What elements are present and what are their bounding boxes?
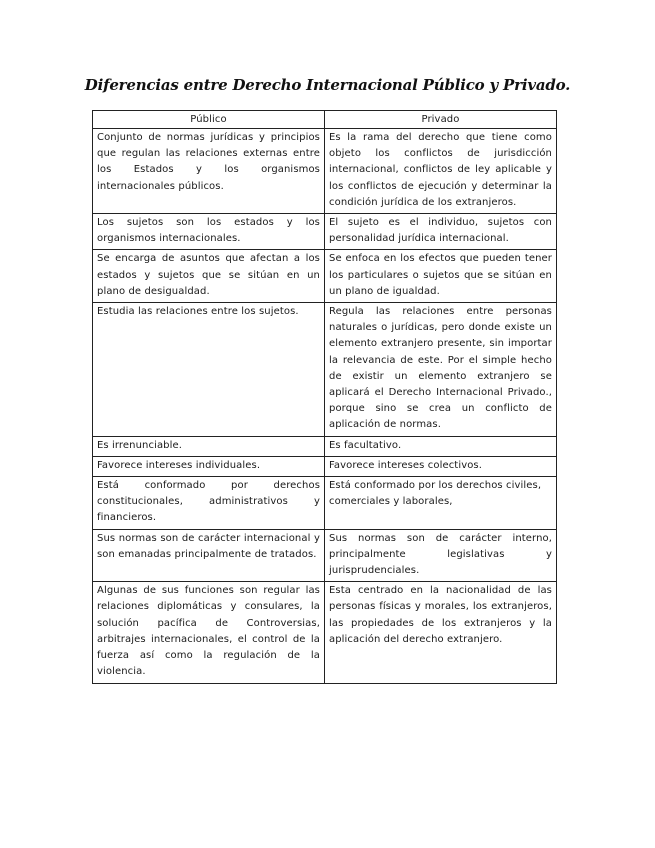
table-row	[93, 582, 557, 683]
cell-privado: Es facultativo.	[325, 436, 557, 456]
cell-publico: Sus normas son de carácter internacional y son emanadas principalmente de tratados.	[93, 529, 325, 582]
cell-privado: Se enfoca en los efectos que pueden tener los particulares o sujetos que se sitúan en un plano de igualdad.	[325, 250, 557, 303]
table-row	[93, 250, 557, 303]
header-publico: Público	[93, 111, 325, 129]
cell-publico: Es irrenunciable.	[93, 436, 325, 456]
cell-privado: Esta centrado en la nacionalidad de las personas físicas y morales, los extranjeros, las propiedades de los extranjeros y la aplicación del derecho extranjero.	[325, 582, 557, 683]
cell-publico: Se encarga de asuntos que afectan a los estados y sujetos que se sitúan en un plano de desigualdad.	[93, 250, 325, 303]
document-title: Diferencias entre Derecho Internacional Público y Privado.	[84, 76, 571, 94]
cell-privado: Regula las relaciones entre personas naturales o jurídicas, pero donde existe un elemento extranjero presente, sin importar la relevancia de este. Por el simple hecho de existir un elemento extranjero se aplicará el Derecho Internacional Privado., porque sino se crea un conflicto de aplicación de normas.	[325, 303, 557, 437]
cell-privado: Es la rama del derecho que tiene como objeto los conflictos de jurisdicción internacional, conflictos de ley aplicable y los conflictos de ejecución y determinar la condición jurídica de los extranjeros.	[325, 129, 557, 214]
cell-publico: Conjunto de normas jurídicas y principios que regulan las relaciones externas entre los Estados y los organismos internacionales públicos.	[93, 129, 325, 214]
table-row	[93, 214, 557, 250]
header-privado: Privado	[325, 111, 557, 129]
cell-privado: Favorece intereses colectivos.	[325, 456, 557, 476]
cell-privado: Sus normas son de carácter interno, principalmente legislativas y jurisprudenciales.	[325, 529, 557, 582]
table-header-row	[93, 111, 557, 129]
cell-publico: Algunas de sus funciones son regular las relaciones diplomáticas y consulares, la solución pacífica de Controversias, arbitrajes internacionales, el control de la fuerza así como la regulación de la violencia.	[93, 582, 325, 683]
table-row	[93, 456, 557, 476]
table-row	[93, 303, 557, 437]
table-row	[93, 477, 557, 530]
cell-publico: Los sujetos son los estados y los organismos internacionales.	[93, 214, 325, 250]
table-row	[93, 436, 557, 456]
cell-publico: Está conformado por derechos constitucionales, administrativos y financieros.	[93, 477, 325, 530]
cell-publico: Favorece intereses individuales.	[93, 456, 325, 476]
table-row	[93, 529, 557, 582]
cell-privado: El sujeto es el individuo, sujetos con personalidad jurídica internacional.	[325, 214, 557, 250]
comparison-table	[92, 110, 557, 684]
table-row	[93, 129, 557, 214]
cell-publico: Estudia las relaciones entre los sujetos.	[93, 303, 325, 437]
cell-privado: Está conformado por los derechos civiles, comerciales y laborales,	[325, 477, 557, 530]
